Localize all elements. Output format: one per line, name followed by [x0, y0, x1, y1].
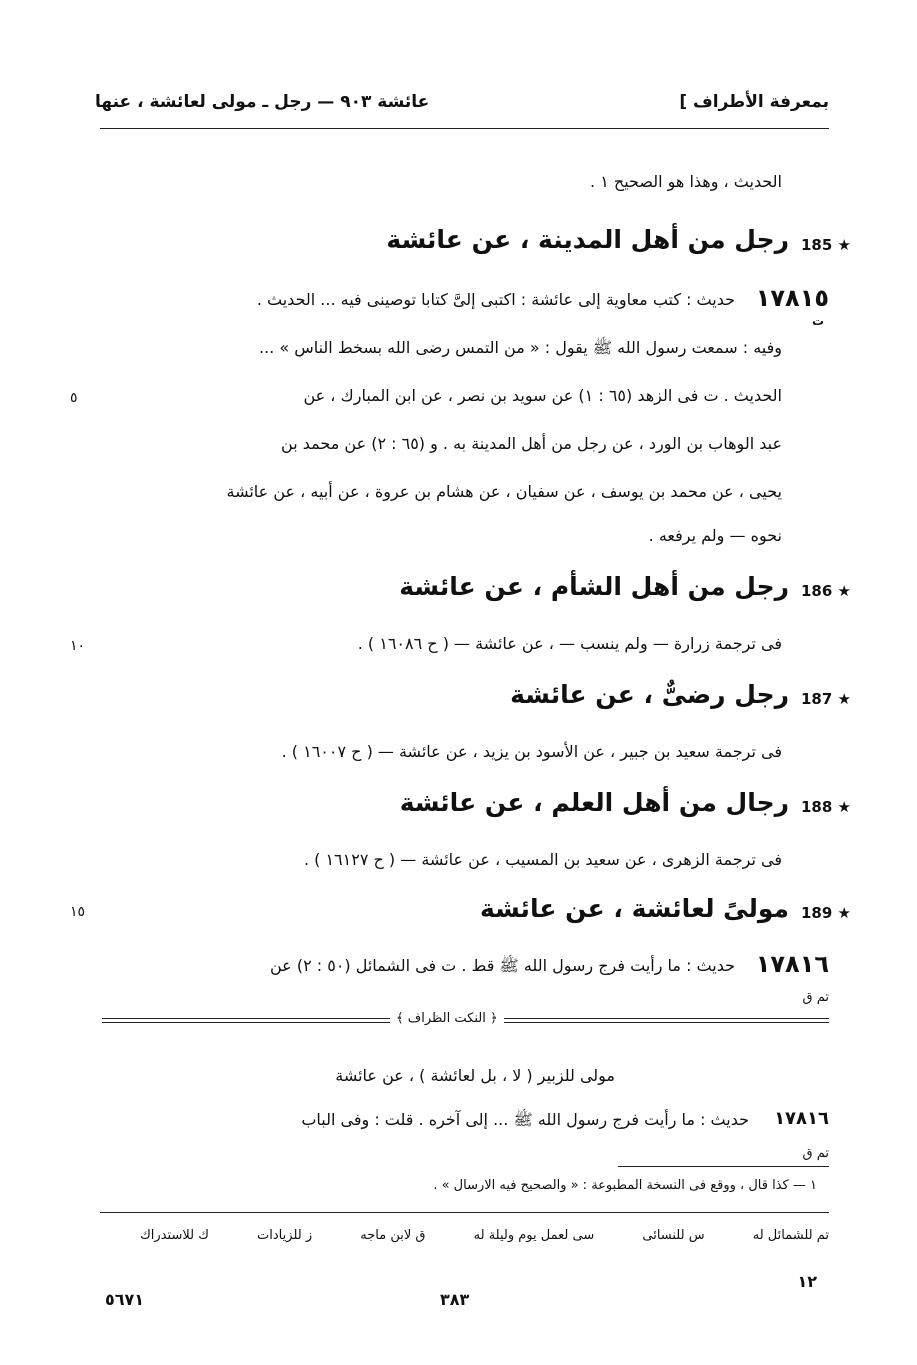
entry-number: 189 ★: [801, 904, 851, 922]
text-line: يحيى ، عن محمد بن يوسف ، عن سفيان ، عن هشام بن عروة ، عن أبيه ، عن عائشة: [226, 482, 782, 501]
text-line: الحديث . ت فى الزهد (٦٥ : ١) عن سويد بن نصر ، عن ابن المبارك ، عن: [303, 386, 782, 405]
hadith-number: ١٧٨١٦: [755, 950, 829, 978]
text-line: حديث : ما رأيت فرج رسول الله ﷺ ... إلى آخره . قلت : وفى الباب: [301, 1110, 749, 1129]
abbrev-item: س للنسائى: [642, 1228, 705, 1243]
page-number-left: ٥٦٧١: [105, 1290, 145, 1309]
margin-line-number: ١٠: [70, 638, 86, 654]
abbrev-rule: [100, 1212, 829, 1213]
text-line: فى ترجمة سعيد بن جبير ، عن الأسود بن يزيد ، عن عائشة — ( ح ١٦٠٠٧ ) .: [281, 742, 782, 761]
text-line: حديث : ما رأيت فرج رسول الله ﷺ قط . ت فى الشمائل (٥٠ : ٢) عن: [270, 956, 735, 975]
entry-heading: رجل من أهل الشأم ، عن عائشة: [399, 572, 789, 601]
page-number-center: ٣٨٣: [440, 1290, 470, 1309]
hadith-number: ١٧٨١٦: [774, 1108, 829, 1129]
entry-number: 188 ★: [801, 798, 851, 816]
entry-heading: رجل من أهل المدينة ، عن عائشة: [386, 225, 789, 254]
hadith-siglum: ت: [811, 314, 824, 328]
text-line: فى ترجمة زرارة — ولم ينسب — ، عن عائشة — ( ح ١٦٠٨٦ ) .: [357, 634, 782, 653]
text-line: تم ق: [802, 1146, 829, 1161]
running-head-center: عائشة ٩٠٣ — رجل ـ مولى لعائشة ، عنها: [95, 92, 430, 112]
margin-line-number: ١٥: [70, 904, 86, 920]
abbrev-item: تم للشمائل له: [752, 1228, 829, 1243]
entry-heading: رجل رضىٌّ ، عن عائشة: [510, 680, 789, 709]
margin-line-number: ٥: [70, 390, 78, 406]
abbrev-item: ك للاستدراك: [140, 1228, 209, 1243]
footnote: ١ — كذا قال ، ووقع فى النسخة المطبوعة : « والصحيح فيه الارسال » .: [433, 1178, 817, 1193]
abbreviations-key: [140, 1228, 829, 1243]
nukat-title: ﴿ النكت الظراف ﴾: [390, 1011, 504, 1026]
text-line: حديث : كتب معاوية إلى عائشة : اكتبى إلىَّ كتابا توصينى فيه ... الحديث .: [256, 290, 735, 309]
text-line: الحديث ، وهذا هو الصحيح ١ .: [590, 172, 782, 191]
text-line: نحوه — ولم يرفعه .: [648, 526, 782, 545]
entry-heading: مولىً لعائشة ، عن عائشة: [479, 894, 789, 923]
text-line: وفيه : سمعت رسول الله ﷺ يقول : « من التمس رضى الله بسخط الناس » ...: [258, 338, 782, 357]
entry-number: 185 ★: [801, 236, 851, 254]
text-line: عبد الوهاب بن الورد ، عن رجل من أهل المدينة به . و (٦٥ : ٢) عن محمد بن: [281, 434, 782, 453]
text-line: تم ق: [802, 990, 829, 1005]
abbrev-item: ق لابن ماجه: [360, 1228, 426, 1243]
text-line: مولى للزبير ( لا ، بل لعائشة ) ، عن عائشة: [335, 1066, 615, 1085]
entry-number: 186 ★: [801, 582, 851, 600]
entry-number: 187 ★: [801, 690, 851, 708]
hadith-number: ١٧٨١٥: [755, 284, 829, 312]
text-line: فى ترجمة الزهرى ، عن سعيد بن المسيب ، عن عائشة — ( ح ١٦١٢٧ ) .: [303, 850, 782, 869]
abbrev-item: سى لعمل يوم وليلة له: [473, 1228, 595, 1243]
running-head-right: بمعرفة الأطراف ]: [679, 92, 829, 112]
footnote-rule: [618, 1166, 829, 1167]
abbrev-item: ز للزيادات: [257, 1228, 313, 1243]
entry-heading: رجال من أهل العلم ، عن عائشة: [399, 788, 789, 817]
page-number-right: ١٢: [797, 1272, 817, 1291]
header-rule: [100, 128, 829, 129]
